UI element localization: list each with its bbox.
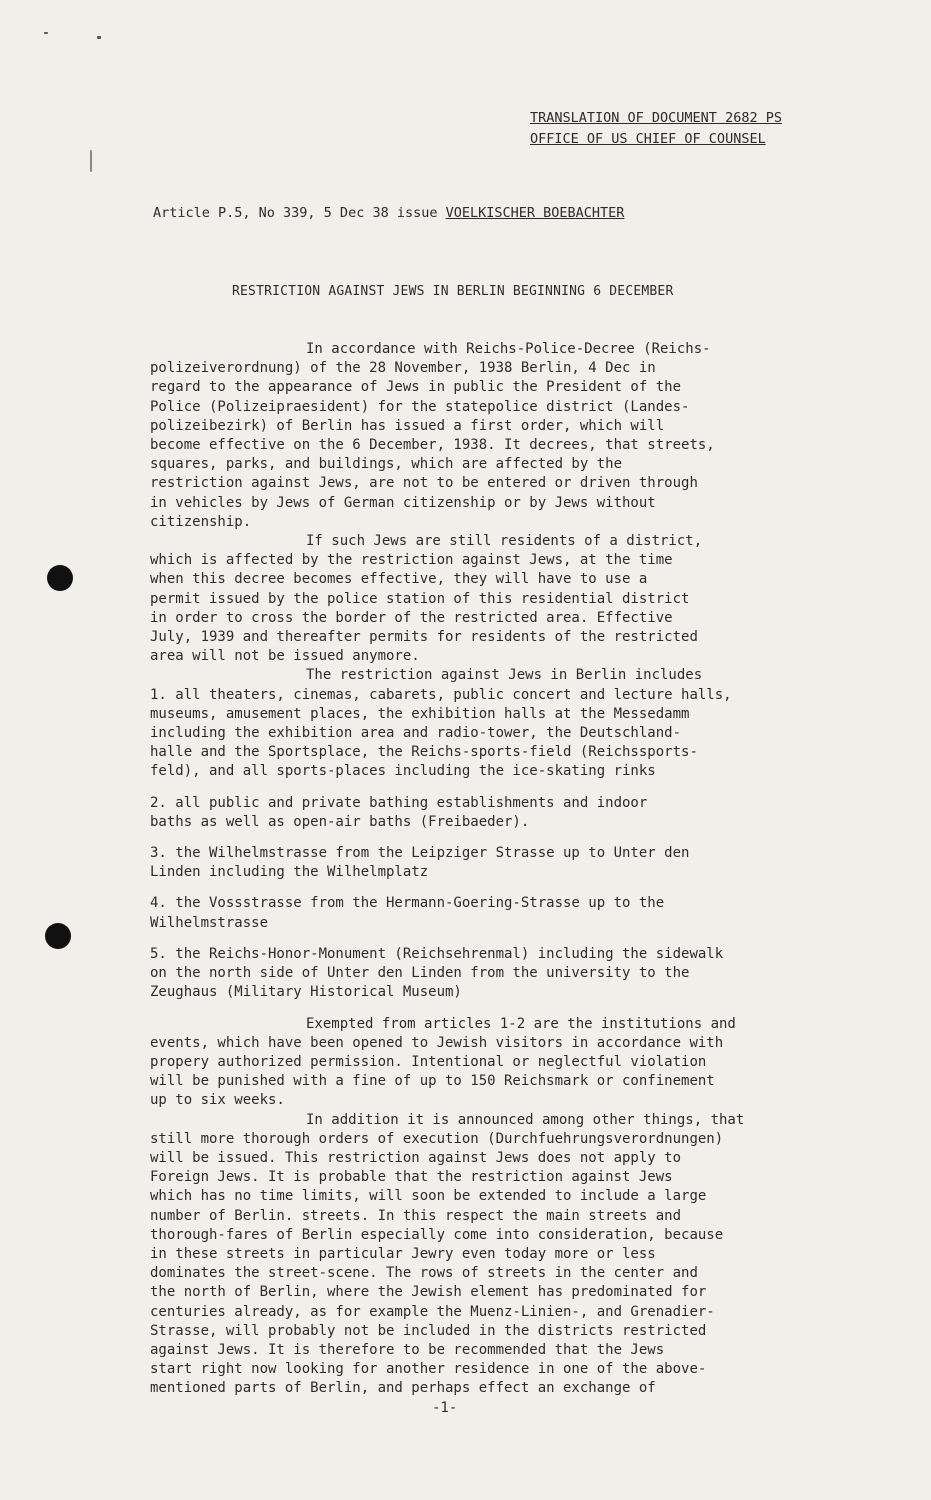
punch-hole [47, 565, 73, 591]
article-reference-text: Article P.5, No 339, 5 Dec 38 issue [153, 205, 446, 221]
paragraph-exemptions: Exempted from articles 1-2 are the institutions and events, which have been opened to Jewish visitors in accordance with propery authorized permission. Intentional or neglectful violation will be punished with a fine of up to 150 Reichsmark or confinement up to six weeks. [150, 1015, 736, 1109]
paper-speck [44, 32, 48, 34]
newspaper-name: VOELKISCHER BOEBACHTER [445, 205, 625, 221]
paragraph-announcement: In addition it is announced among other things, that still more thorough orders of execution (Durchfuehrungsverordnungen) will be issued. This restriction against Jews does not apply to Foreign Jews. It is probable that the restriction against Jews which has no time limits, will soon be extended to include a large number of Berlin. streets. In this respect the main streets and thorough-fares of Berlin especially come into consideration, because in these streets in particular Jewry even today more or less dominates the street-scene. The rows of streets in the center and the north of Berlin, where the Jewish element has predominated for centuries already, as for example the Muenz-Linien-, and Grenadier- Strasse, will probably not be included in the districts restricted against Jews. It is therefore to be recommended that the Jews start right now looking for another residence in one of the above- mentioned parts of Berlin, and perhaps effect an exchange of [150, 1111, 745, 1397]
restriction-list [150, 686, 830, 1003]
punch-hole [45, 923, 71, 949]
paragraph-decree: In accordance with Reichs-Police-Decree (Reichs- polizeiverordnung) of the 28 November, 1938 Berlin, 4 Dec in regard to the appearance of Jews in public the President of the Police (Polizeipraesident) for the statepolice district (Landes- polizeibezirk) of Berlin has issued a first order, which will become effective on the 6 December, 1938. It decrees, that streets, squares, parks, and buildings, which are affected by the restriction against Jews, are not to be entered or driven through in vehicles by Jews of German citizenship or by Jews without citizenship. [150, 341, 715, 530]
paper-speck [90, 150, 92, 172]
article-reference [153, 205, 624, 221]
paragraph-includes: The restriction against Jews in Berlin includes [306, 667, 703, 684]
list-item: 3. the Wilhelmstrasse from the Leipziger Strasse up to Unter den Linden including the Wilhelmplatz [150, 845, 690, 881]
list-item: 2. all public and private bathing establishments and indoor baths as well as open-air baths (Freibaeder). [150, 794, 648, 830]
list-item: 1. all theaters, cinemas, cabarets, public concert and lecture halls, museums, amusement places, the exhibition halls at the Messedamm including the exhibition area and radio-tower, the Deutschland- halle and the Sportsplace, the Reichs-sports-field (Reichssports- feld), and all sports-places including the ice-skating rinks [150, 686, 732, 780]
page-number: -1- [432, 1400, 458, 1416]
list-item: 4. the Vossstrasse from the Hermann-Goering-Strasse up to the Wilhelmstrasse [150, 895, 665, 931]
list-item: 5. the Reichs-Honor-Monument (Reichsehrenmal) including the sidewalk on the north side of Unter den Linden from the university to the Zeughaus (Military Historical Museum) [150, 945, 724, 1001]
header-office-line: OFFICE OF US CHIEF OF COUNSEL [530, 131, 766, 147]
header-translation-line: TRANSLATION OF DOCUMENT 2682 PS [530, 110, 782, 126]
paragraph-residents: If such Jews are still residents of a district, which is affected by the restriction against Jews, at the time when this decree becomes effective, they will have to use a permit issued by the police station of this residential district in order to cross the border of the restricted area. Effective July, 1939 and thereafter permits for residents of the restricted area will not be issued anymore. [150, 533, 703, 665]
article-body [150, 340, 830, 1399]
document-header [530, 108, 850, 150]
article-headline: RESTRICTION AGAINST JEWS IN BERLIN BEGINNING 6 DECEMBER [232, 284, 674, 299]
paper-speck [97, 36, 101, 39]
